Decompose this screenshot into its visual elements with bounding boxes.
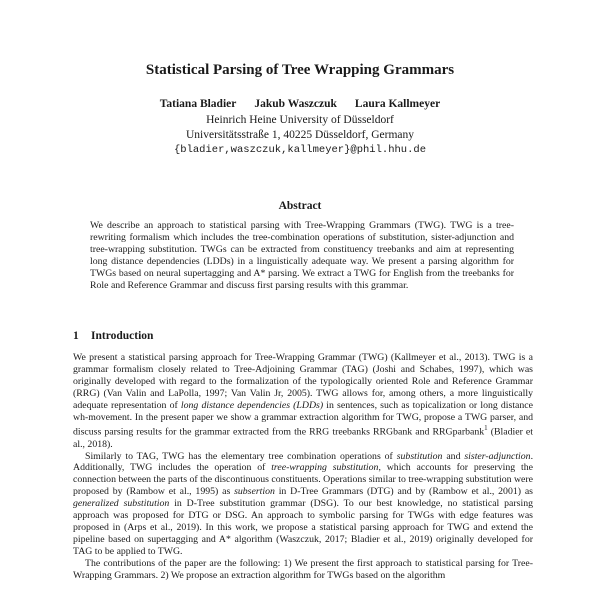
author-name: Jakub Waszczuk	[254, 98, 337, 110]
paragraph-1: We present a statistical parsing approach for Tree-Wrapping Grammar (TWG) (Kallmeyer et al., 2013). TWG is a grammar formalism closely related to Tree-Adjoining Grammar (TAG) (Joshi and Schabes, 1997), which was originally developed with regard to the formalization of the typologically oriented Role and Reference Grammar (RRG) (Van Valin and LaPolla, 1997; Van Valin Jr, 2005). TWG allows for, among others, a more linguistically adequate representation of long distance dependencies (LDDs) in sentences, such as topicalization or long distance wh-movement. In the present paper we show a grammar extraction algorithm for TWG, propose a TWG parser, and discuss parsing results for the grammar extracted from the RRG treebanks RRGbank and RRGparbank$^1$ (Bladier et al., 2018).	[73, 352, 534, 450]
section-number: 1	[73, 330, 79, 342]
author-name: Laura Kallmeyer	[354, 98, 441, 110]
paragraph-2: Similarly to TAG, TWG has the elementary tree combination operations of substitution and sister-adjunction. Additionally, TWG includes the operation of tree-wrapping substitution, which accounts for preserving the connection between the parts of the discontinuous constituents. Operations similar to tree-wrapping substitution were proposed by (Rambow et al., 1995) as subsertion in D-Tree Grammars (DTG) and by (Rambow et al., 2001) as generalized substitution in D-Tree substitution grammar (DSG). To our best knowledge, no statistical parsing approach was proposed for DTG or DSG. An approach to symbolic parsing for TWGs with edge features was proposed in (Arps et al., 2019). In this work, we propose a statistical parsing approach for TWG and extend the pipeline based on supertagging and A* algorithm (Waszczuk, 2017; Bladier et al., 2019) originally developed for TAG to be applied to TWG.	[73, 450, 534, 557]
paragraph-3: The contributions of the paper are the following: 1) We present the first approach to statistical parsing for Tree-Wrapping Grammars. 2) We propose an extraction algorithm for TWGs based on the algorithm	[73, 557, 533, 581]
author-list	[0, 98, 600, 110]
abstract-heading: Abstract	[278, 200, 322, 212]
author-emails: {bladier,waszczuk,kallmeyer}@phil.hhu.de	[173, 144, 427, 156]
section-heading-introduction	[73, 330, 153, 342]
section-title: Introduction	[91, 330, 154, 342]
abstract-text: We describe an approach to statistical parsing with Tree-Wrapping Grammars (TWG). TWG is a tree-rewriting formalism which includes the tree-combination operations of substitution, sister-adjunction and tree-wrapping substitution. TWGs can be extracted from constituency treebanks and aim at representing long distance dependencies (LDDs) in a linguistically adequate way. We present a parsing algorithm for TWGs based on neural supertagging and A* parsing. We extract a TWG for English from the treebanks for Role and Reference Grammar and discuss first parsing results with this grammar.	[90, 220, 514, 291]
introduction-body	[73, 352, 533, 581]
affiliation-address: Universitätsstraße 1, 40225 Düsseldorf, Germany	[185, 129, 415, 141]
paper-title: Statistical Parsing of Tree Wrapping Grammars	[145, 62, 455, 78]
author-name: Tatiana Bladier	[159, 98, 237, 110]
affiliation-line: Heinrich Heine University of Düsseldorf	[206, 114, 394, 126]
